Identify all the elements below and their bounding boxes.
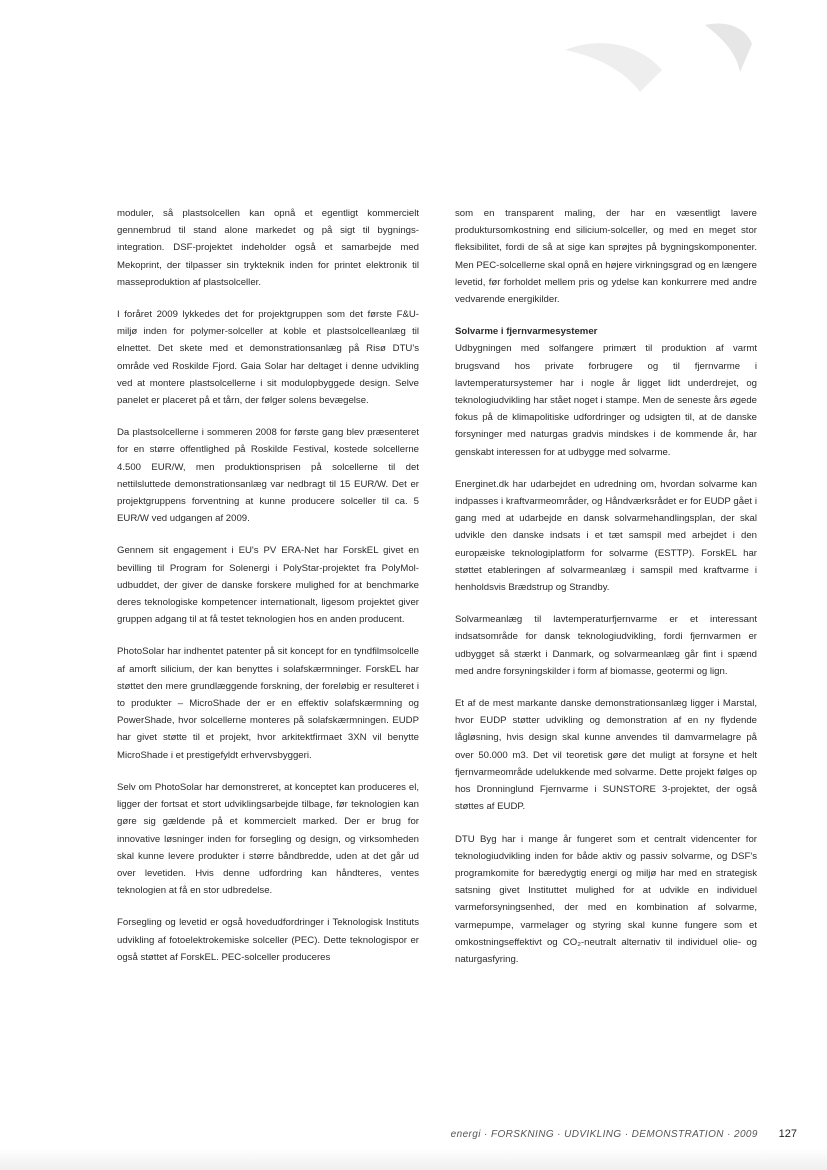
page-footer (451, 1128, 797, 1140)
paragraph: Udbygningen med solfangere primært til produktion af varmt brugsvand hos private forbrugere og til fjernvarme i lavtemperatursystemer har i nogle år ligget lidt underdrejet, og teknologiudvikling har stået noget i stampe. Men de seneste års øgede fokus på de klimapolitiske udfordringer og udsigten til, at de danske forsyninger med naturgas gradvis mindskes i de kommende år, har genskabt interessen for at udbygge med solvarme. (455, 343, 757, 458)
right-column (455, 205, 757, 983)
paragraph: Gennem sit engagement i EU's PV ERA-Net har ForskEL givet en bevilling til Program for Solenergi i PolyStar-projektet fra PolyMol-udbuddet, der giver de danske forskere mulighed for at benchmarke deres teknologiske kompetencer internationalt, ligesom projektet giver gruppen adgang til at få testet teknologien hos en anden producent. (117, 545, 419, 626)
paragraph: Solvarmeanlæg til lavtemperaturfjernvarme er et interessant indsatsområde for dansk teknologiudvikling, fordi fjernvarmen er udbygget så stærkt i Danmark, og solvarmeanlæg går fint i spænd med andre forsyningskilder i form af biomasse, geotermi og lign. (455, 614, 757, 677)
decorative-swoosh-graphic (0, 0, 827, 200)
paragraph: som en transparent maling, der har en væsentligt lavere produktursomkostning end silicium-solceller, og med en meget stor fleksibilitet, fordi de så at sige kan sprøjtes på bygningskomponenter. Men PEC-solcellerne skal opnå en højere virkningsgrad og en længere levetid, før forholdet mellem pris og ydelse kan konkurrere med andre vedvarende energikilder. (455, 208, 757, 306)
paragraph: Forsegling og levetid er også hovedudfordringer i Teknologisk Instituts udvikling af fotoelektrokemiske solceller (PEC). Dette teknologispor er også støttet af ForskEL. PEC-solceller produceres (117, 917, 419, 963)
left-column (117, 205, 419, 981)
paragraph: Energinet.dk har udarbejdet en udredning om, hvordan solvarme kan indpasses i kraftvarmeområder, og Håndværksrådet er for EUDP gået i gang med at udarbejde en dansk solvarmehandlingsplan, der skal udvikle den danske indsats i et tæt samspil med arbejdet i den europæiske teknologiplatform for solvarme (ESTTP). ForskEL har støttet etableringen af solvarmeanlæg i samspil med kraftvarme i henholdsvis Brædstrup og Strandby. (455, 478, 757, 594)
paragraph: PhotoSolar har indhentet patenter på sit koncept for en tyndfilmsolcelle af amorft silicium, der kan benyttes i solafskærmninger. ForskEL har støttet den mere grundlæggende forskning, der foreløbig er resulteret i to produkter – MicroShade der er en effektiv solafskærmning og PowerShade, hvor solcellerne monteres på solafskærmningen. EUDP har givet støtte til et projekt, hvor arkitektfirmaet 3XN vil benytte MicroShade i et prestigefyldt erhvervsbyggeri. (117, 646, 419, 761)
paragraph: Da plastsolcellerne i sommeren 2008 for første gang blev præsenteret for en større offentlighed på Roskilde Festival, kostede solcellerne 4.500 EUR/W, men produktionsprisen på solcellerne til det nettilsluttede demonstrationsanlæg var nedbragt til 15 EUR/W. Det er projektgruppens forventning at kunne producere solceller til ca. 5 EUR/W ved udgangen af 2009. (117, 427, 419, 525)
bottom-edge-shadow (0, 1148, 827, 1170)
footer-label: energi · FORSKNING · UDVIKLING · DEMONSTRATION · 2009 (450, 1129, 758, 1140)
paragraph: Et af de mest markante danske demonstrationsanlæg ligger i Marstal, hvor EUDP støtter udvikling og demonstration af en ny flydende lågløsning, hvis design skal kunne anvendes til damvarmelagre på over 50.000 m3. Det vil teoretisk gøre det muligt at forsyne et helt fjernvarmeområde udelukkende med solvarme. Dette projekt følges op hos Dronninglund Fjernvarme i SUNSTORE 3-projektet, der også støttes af EUDP. (455, 698, 757, 813)
paragraph: Selv om PhotoSolar har demonstreret, at konceptet kan produceres el, ligger der fortsat et stort udviklingsarbejde tilbage, før teknologien kan gøre sig gældende på et kommercielt marked. Der er brug for innovative løsninger inden for forsegling og design, og virksomheden skal kunne levere produkter i større båndbredde, uden at det går ud over levetiden. Hvis denne udfordring kan håndteres, ventes teknologien at få en stor udbredelse. (117, 781, 419, 897)
paragraph: I foråret 2009 lykkedes det for projektgruppen som det første F&U-miljø inden for polymer-solceller at koble et plastsolcelleanlæg til elnettet. Det skete med et demonstrationsanlæg på Risø DTU's område ved Roskilde Fjord. Gaia Solar har deltaget i denne udvikling ved at montere plastsolcellerne i sit modulopbyggede design. Selve panelet er placeret på et tårn, der følger solens bevægelse. (117, 309, 419, 407)
section-heading: Solvarme i fjernvarmesystemer (455, 326, 598, 338)
paragraph: DTU Byg har i mange år fungeret som et centralt videncenter for teknologiudvikling inden for både aktiv og passiv solvarme, og DSF's programkomite for bæredygtig energi og miljø har med en strategisk satsning givet Instituttet mulighed for at udvikle en individuel varmeforsyningsenhed, der med en kombination af solvarme, varmepumpe, varmelager og styring skal kunne fungere som et omkostningseffektivt og CO₂-neutralt alternativ til individuel olie- og naturgasfyring. (455, 833, 757, 965)
section-solvarme (455, 323, 757, 461)
page-number: 127 (778, 1128, 797, 1140)
paragraph: moduler, så plastsolcellen kan opnå et egentligt kommercielt gennembrud til stand alone markedet og på sigt til bygnings-integration. DSF-projektet indeholder også et samarbejde med Mekoprint, der tilpasser sin trykteknik inden for printet elektronik til masseproduktion af plastsolceller. (117, 208, 419, 288)
